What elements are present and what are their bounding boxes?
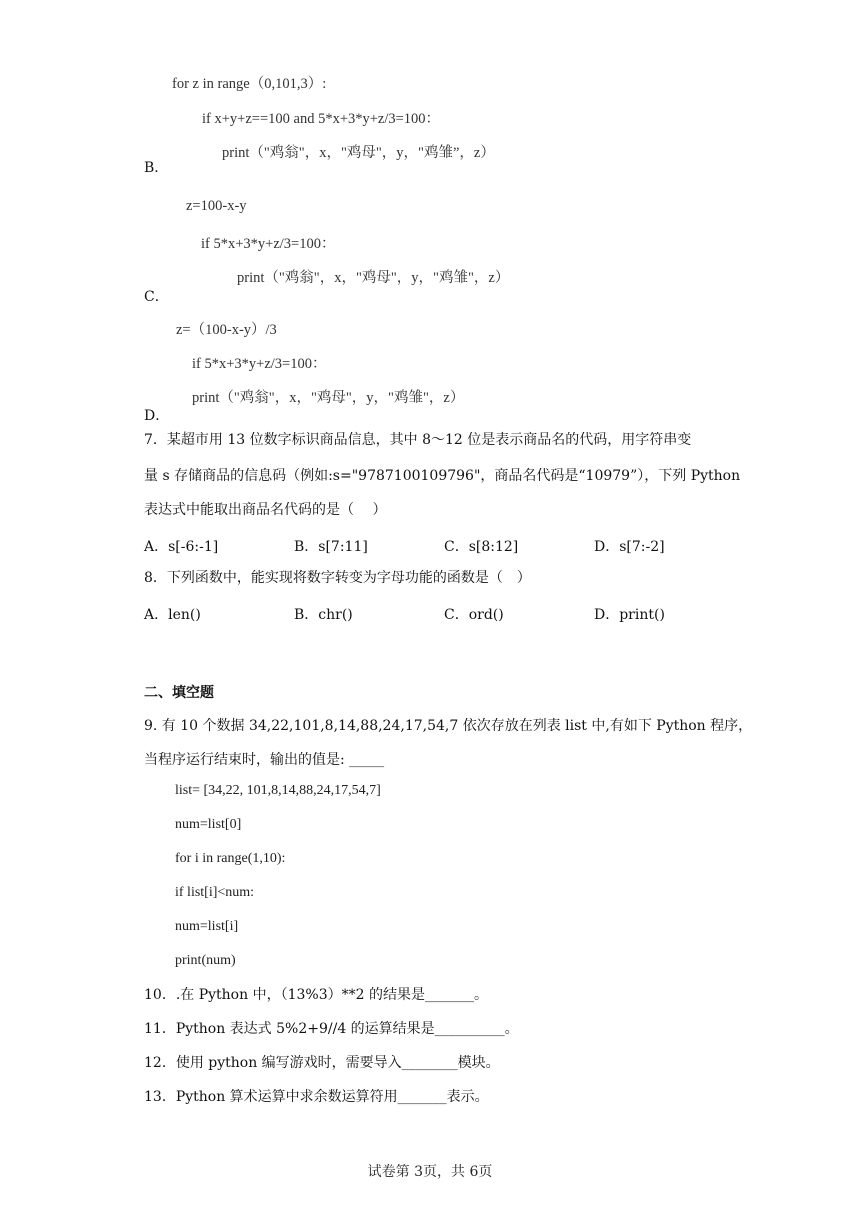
code-image-b-line1: z=100-x-y	[186, 198, 247, 214]
code-image-b-line3: print（"鸡翁"，x，"鸡母"，y，"鸡雏"，z）	[237, 270, 510, 286]
q7-option-a: A．s[-6:-1]	[144, 539, 219, 555]
q9-code-line: num=list[i]	[175, 919, 239, 934]
section-title-fill-in: 二、填空题	[144, 685, 214, 701]
q9-code-line: print(num)	[175, 953, 236, 968]
option-d-label: D．	[144, 408, 170, 424]
q7-option-d: D．s[7:-2]	[594, 539, 665, 555]
q9-code-line: num=list[0]	[175, 817, 242, 832]
q8-option-d: D．print()	[594, 607, 665, 623]
code-image-b-line2: if 5*x+3*y+z/3=100：	[201, 236, 336, 252]
q8-option-a: A．len()	[144, 607, 201, 623]
q8-option-b: B．chr()	[294, 607, 353, 623]
q12: 12．使用 python 编写游戏时，需要导入________模块。	[144, 1055, 500, 1071]
q7-line2: 量 s 存储商品的信息码（例如:s="9787100109796"，商品名代码是“10979”），下列 Python	[144, 468, 741, 484]
code-image-a-line3: print（"鸡翁"，x，"鸡母"，y，"鸡雏”，z）	[222, 145, 495, 161]
q11: 11．Python 表达式 5%2+9//4 的运算结果是__________。	[144, 1021, 519, 1037]
q9-code-line: for i in range(1,10):	[175, 851, 286, 866]
q10: 10．.在 Python 中，（13%3）**2 的结果是_______。	[144, 987, 488, 1003]
code-image-c-line3: print（"鸡翁"，x，"鸡母"，y，"鸡雏"，z）	[192, 390, 465, 406]
q7-line3: 表达式中能取出商品名代码的是（ ）	[144, 502, 387, 518]
q9-code-line: if list[i]<num:	[175, 885, 255, 900]
q9-line2: 当程序运行结束时，输出的值是: _____	[144, 752, 385, 768]
q13: 13．Python 算术运算中求余数运算符用_______表示。	[144, 1089, 489, 1105]
option-c-label: C．	[144, 289, 169, 305]
code-image-a-line1: for z in range（0,101,3）:	[172, 76, 327, 92]
q7-option-c: C．s[8:12]	[444, 539, 519, 555]
code-image-c-line1: z=（100-x-y）/3	[176, 322, 277, 338]
code-image-c-line2: if 5*x+3*y+z/3=100：	[192, 356, 327, 372]
q8-option-c: C．ord()	[444, 607, 504, 623]
page-footer: 试卷第 3页，共 6页	[367, 1164, 493, 1180]
q9-code-line: list= [34,22, 101,8,14,88,24,17,54,7]	[175, 783, 381, 798]
option-b-label: B．	[144, 160, 169, 176]
q7-line1: 7．某超市用 13 位数字标识商品信息，其中 8～12 位是表示商品名的代码，用字符串变	[144, 432, 692, 448]
q7-option-b: B．s[7:11]	[294, 539, 368, 555]
code-image-a-line2: if x+y+z==100 and 5*x+3*y+z/3=100：	[202, 111, 441, 127]
q8-line1: 8．下列函数中，能实现将数字转变为字母功能的函数是（ ）	[144, 570, 531, 586]
q9-line1: 9. 有 10 个数据 34,22,101,8,14,88,24,17,54,7 依次存放在列表 list 中,有如下 Python 程序，	[144, 718, 753, 734]
